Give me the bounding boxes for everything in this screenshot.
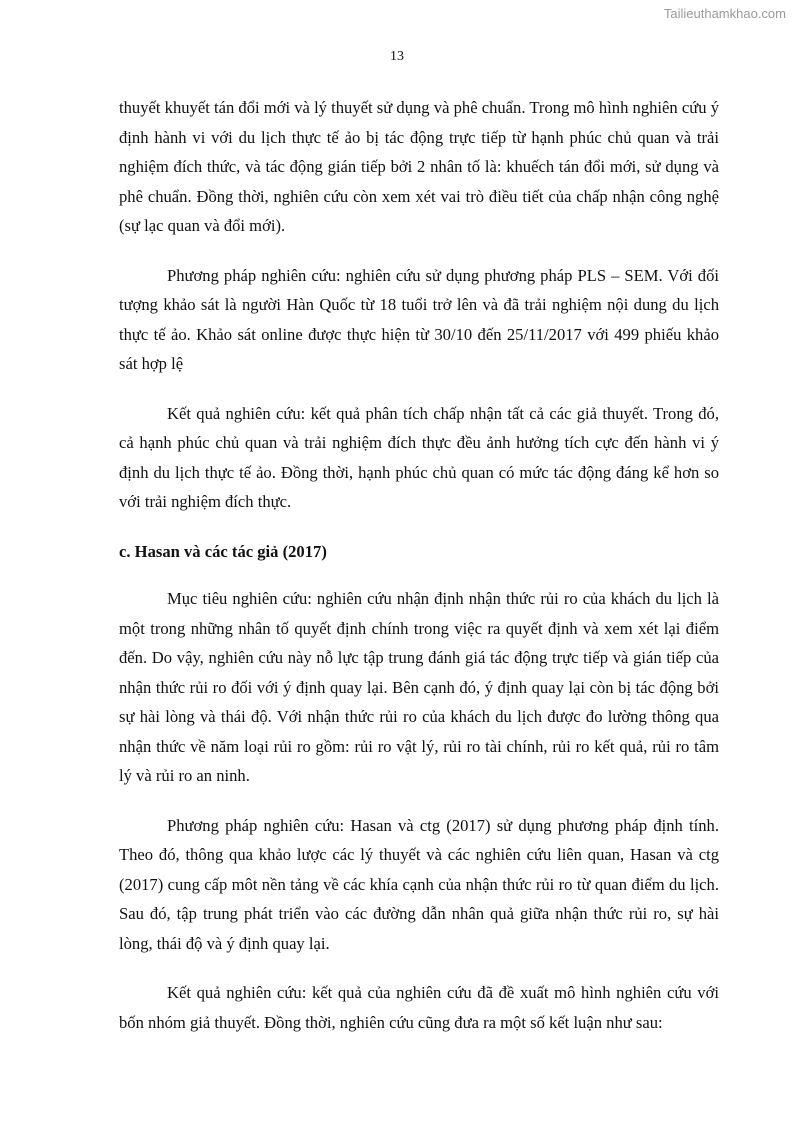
document-body [119, 93, 719, 1057]
paragraph-research-result-2: Kết quả nghiên cứu: kết quả của nghiên cứu đã đề xuất mô hình nghiên cứu với bốn nhóm giả thuyết. Đồng thời, nghiên cứu cũng đưa ra một số kết luận như sau: [119, 983, 719, 1032]
paragraph-research-method-2: Phương pháp nghiên cứu: Hasan và ctg (2017) sử dụng phương pháp định tính. Theo đó, thông qua khảo lược các lý thuyết và các nghiên cứu liên quan, Hasan và ctg (2017) cung cấp môt nền tảng về các khía cạnh của nhận thức rủi ro từ quan điểm du lịch. Sau đó, tập trung phát triển vào các đường dẫn nhân quả giữa nhận thức rủi ro, sự hài lòng, thái độ và ý định quay lại. [119, 815, 719, 953]
paragraph-continued-theory: thuyết khuyết tán đổi mới và lý thuyết sử dụng và phê chuẩn. Trong mô hình nghiên cứu ý định hành vi với du lịch thực tế ảo bị tác động trực tiếp từ hạnh phúc chủ quan và trải nghiệm đích thức, và tác động gián tiếp bởi 2 nhân tố là: khuếch tán đổi mới, sử dụng và phê chuẩn. Đồng thời, nghiên cứu còn xem xét vai trò điều tiết của chấp nhận công nghệ (sự lạc quan và đổi mới). [119, 98, 719, 235]
paragraph-research-method-1: Phương pháp nghiên cứu: nghiên cứu sử dụng phương pháp PLS – SEM. Với đối tượng khảo sát là người Hàn Quốc từ 18 tuổi trở lên và đã trải nghiệm nội dung du lịch thực tế ảo. Khảo sát online được thực hiện từ 30/10 đến 25/11/2017 với 499 phiếu khảo sát hợp lệ [119, 265, 719, 373]
section-heading-hasan: c. Hasan và các tác giả (2017) [119, 541, 327, 561]
watermark-text: Tailieuthamkhao.com [663, 6, 786, 21]
paragraph-research-result-1: Kết quả nghiên cứu: kết quả phân tích chấp nhận tất cả các giả thuyết. Trong đó, cả hạnh phúc chủ quan và trải nghiệm đích thực đều ảnh hưởng tích cực đến hành vi ý định du lịch thực tế ảo. Đồng thời, hạnh phúc chủ quan có mức tác động đáng kể hơn so với trải nghiệm đích thực. [119, 403, 719, 511]
page-number: 13 [390, 49, 404, 64]
paragraph-research-objective-2: Mục tiêu nghiên cứu: nghiên cứu nhận định nhận thức rủi ro của khách du lịch là một trong những nhân tố quyết định chính trong việc ra quyết định và xem xét lại điểm đến. Do vậy, nghiên cứu này nỗ lực tập trung đánh giá tác động trực tiếp và gián tiếp của nhận thức rủi ro đối với ý định quay lại. Bên cạnh đó, ý định quay lại còn bị tác động bởi sự hài lòng và thái độ. Với nhận thức rủi ro của khách du lịch được đo lường thông qua nhận thức về năm loại rủi ro gồm: rủi ro vật lý, rủi ro tài chính, rủi ro kết quả, rủi ro tâm lý và rủi ro an ninh. [119, 589, 719, 785]
